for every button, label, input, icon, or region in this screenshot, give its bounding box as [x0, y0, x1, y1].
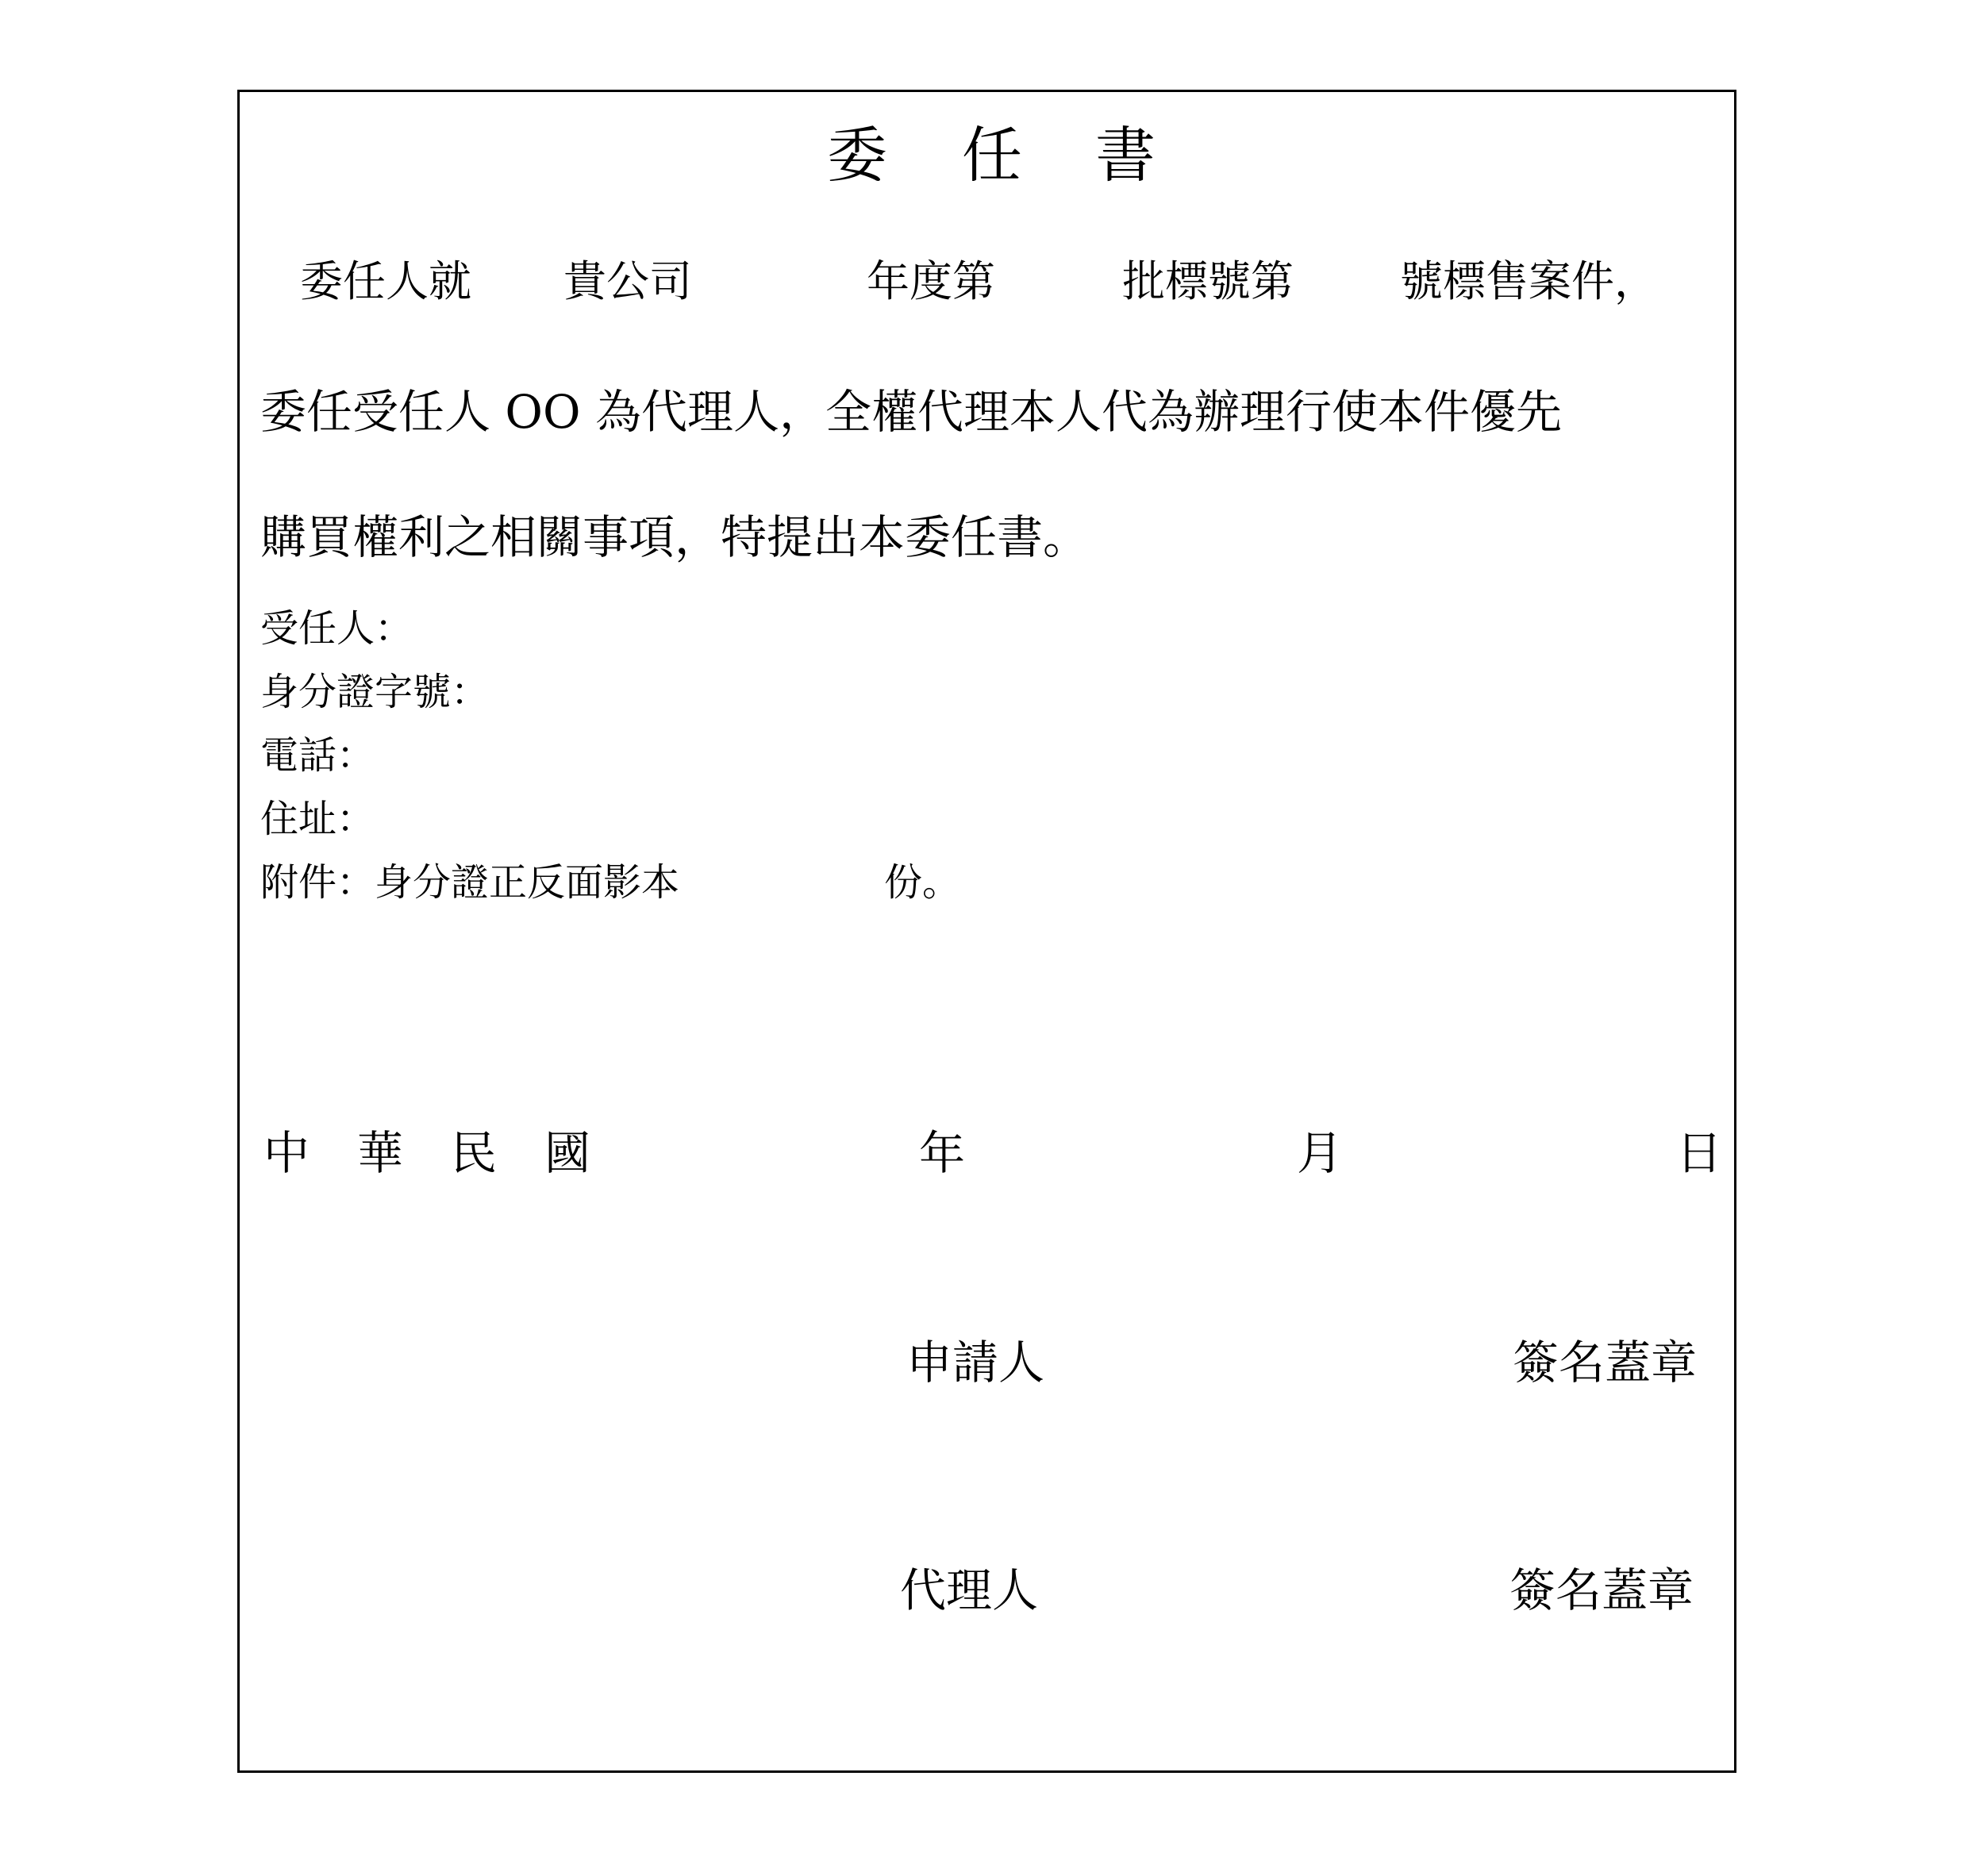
- date-day: 日: [1676, 1126, 1723, 1180]
- field-attachment-suffix: 份。: [884, 860, 961, 905]
- body-line-1: 委任受任人 OO 為代理人，全權代理本人代為辦理行使本件優先: [260, 385, 1562, 439]
- date-era-3: 民: [451, 1126, 498, 1180]
- field-attachment: 附件：身分證正反面影本: [260, 860, 680, 905]
- signature-applicant-role: 申請人: [906, 1336, 1045, 1390]
- field-address: 住址：: [260, 797, 375, 841]
- date-year: 年: [919, 1126, 966, 1180]
- intro-batch: 批標號第: [1122, 256, 1294, 306]
- body-line-2: 購買權利之相關事項，特提出本委任書。: [260, 510, 1090, 564]
- intro-year: 年度第: [867, 256, 995, 306]
- signature-agent-sign: 簽名蓋章: [1509, 1563, 1694, 1617]
- intro-prefix: 委任人就: [300, 256, 471, 306]
- date-month: 月: [1297, 1126, 1344, 1180]
- title-char-3: 書: [1095, 120, 1156, 190]
- intro-case: 號標售案件，: [1400, 256, 1657, 306]
- field-phone: 電話：: [260, 733, 375, 778]
- document-border: [237, 90, 1736, 1773]
- signature-applicant-sign: 簽名蓋章: [1513, 1336, 1698, 1390]
- title-char-1: 委: [827, 120, 887, 190]
- signature-agent-role: 代理人: [900, 1563, 1039, 1617]
- date-era-2: 華: [357, 1126, 404, 1180]
- field-agent: 受任人：: [260, 606, 413, 651]
- date-era-1: 中: [263, 1126, 310, 1180]
- date-era-4: 國: [544, 1126, 591, 1180]
- intro-company: 貴公司: [563, 256, 692, 306]
- title-char-2: 任: [962, 120, 1022, 190]
- field-id-number: 身分證字號：: [260, 670, 490, 714]
